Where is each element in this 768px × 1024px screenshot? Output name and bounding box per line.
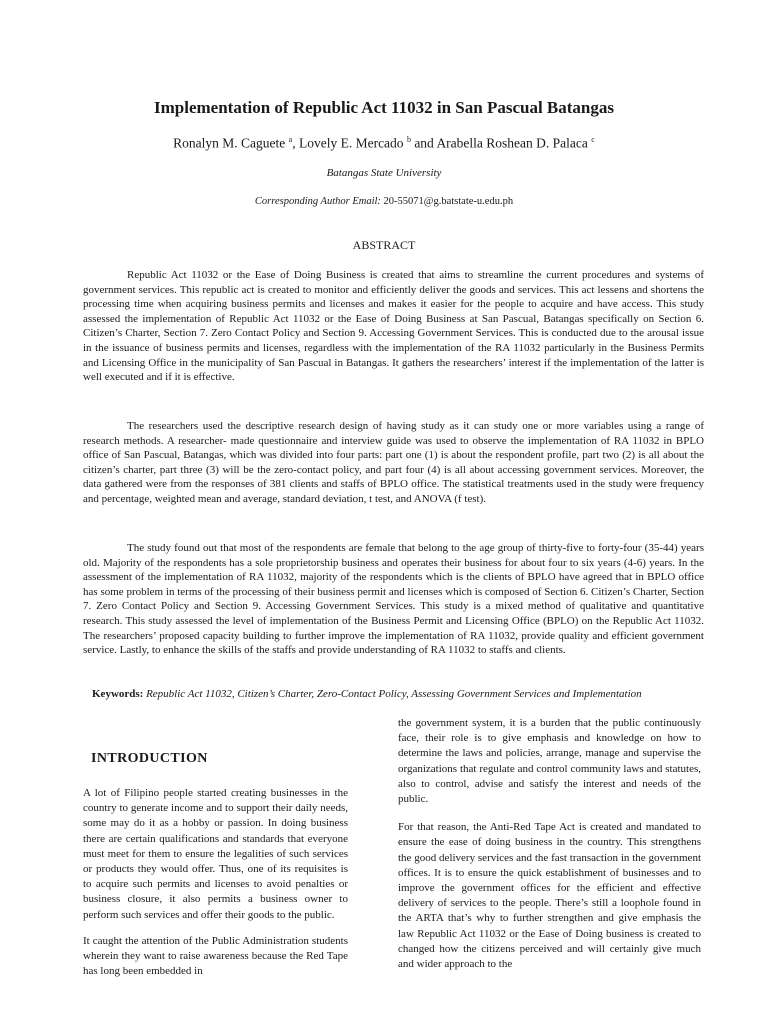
abstract-paragraph: The researchers used the descriptive research design of having study as it can study one or more variables using a range of research methods. A researcher- made questionnaire and interview guide was used to observe the implementation of RA 11032 in BPLO office of San Pascual, Batangas, which was divided into four parts: part one (1) is about the respondent profile, part two (2) is all about the citizen’s charter, part three (3) will be the zero-contact policy, and part four (4) is all about accessing government services. Moreover, the data gathered were from the responses of 381 clients and staffs of BPLO office. The statistical treatments used in the study were frequency and percentage, weighted mean and average, standard deviation, t test, and ANOVA (f test). [83, 420, 704, 505]
email-address[interactable]: 20-55071@g.batstate-u.edu.ph [383, 196, 514, 207]
author-separator: , [292, 135, 299, 151]
keywords-line [92, 687, 692, 702]
affiliation: Batangas State University [326, 167, 442, 179]
corresponding-email-line [0, 194, 768, 210]
right-column [398, 716, 701, 985]
body-paragraph: the government system, it is a burden that the public continuously face, their role is to give emphasis and knowledge on how to determine the laws and policies, arrange, manage and supervise the organizations that regulate and control community laws and statutes, also to control, advise and satisfy the interest and needs of the public. [398, 717, 701, 806]
author-list [0, 131, 768, 153]
author-affiliation-mark: a [288, 135, 293, 144]
body-paragraph: A lot of Filipino people started creating businesses in the country to generate income and to support their daily needs, some may do it as a hobby or passion. In doing business there are certain qualifications and standards that everyone must meet for them to ensure the legalities of such services or products they would offer. Thus, one of its requisites is to acquire such permits and licenses to avoid penalties or business closure, it also permits a business owner to perform such services and offer their goods to the public. [83, 787, 348, 921]
left-column [83, 750, 348, 990]
email-label: Corresponding Author Email: [254, 196, 381, 207]
author-name: Ronalyn M. Caguete [173, 135, 286, 151]
paper-title: Implementation of Republic Act 11032 in San Pascual Batangas [154, 98, 614, 117]
author-name: Lovely E. Mercado [298, 135, 404, 151]
abstract-paragraph: The study found out that most of the respondents are female that belong to the age group of thirty-five to forty-four (35-44) years old. Majority of the respondents has a sole proprietorship business and operates their business for about four to six years (4-6) years. In the assessment of the implementation of RA 11032, majority of the respondents which is the clients of BPLO have agreed that in BPLO office has some problem in terms of the processing of their business permit and licenses which is composed of Section 6. Citizen’s Charter, Section 7. Zero Contact Policy and Section 9. Accessing Government Services. This study is a mixed method of qualitative and quantitative research. This study assessed the level of implementation of the Business Permit and Licensing Office (BPLO) on the Republic Act 11032. The researchers’ proposed capacity building to further improve the implementation of RA 11032, provide quality and efficient government service. Lastly, to enhance the skills of the staffs and provide understanding of RA 11032 to staffs and clients. [83, 542, 704, 657]
section-heading-introduction: INTRODUCTION [91, 751, 208, 766]
abstract-heading: ABSTRACT [352, 238, 416, 252]
body-paragraph: For that reason, the Anti-Red Tape Act is created and mandated to ensure the ease of doing business in the country. This strengthens the good delivery services and the fast transaction in the government offices. It is to ensure the quick establishment of businesses and to improve the government offices for the efficient and effective delivery of services to the people. There’s still a loophole found in the ARTA that’s why to further strengthen and give emphasis the law Republic Act 11032 or the Ease of Doing business is created to changed how the citizens perceived and will certainly give much and wider approach to the [398, 821, 701, 971]
body-paragraph: It caught the attention of the Public Administration students wherein they want to raise awareness because the Red Tape has long been embedded in [83, 934, 348, 978]
author-name: Arabella Roshean D. Palaca [436, 135, 588, 151]
keywords-label: Keywords: [92, 688, 144, 700]
author-affiliation-mark: b [406, 135, 411, 144]
keywords-text: Republic Act 11032, Citizen’s Charter, Zero-Contact Policy, Assessing Government Services and Implementation [143, 688, 642, 700]
author-separator: and [410, 135, 437, 151]
abstract-paragraph: Republic Act 11032 or the Ease of Doing Business is created that aims to streamline the current procedures and systems of government services. This republic act is created to monitor and efficiently deliver the goods and services. This act lessens and shortens the processing time when acquiring business permits and licenses and makes it easier for the people to acquire and have access. This study assessed the implementation of Republic Act 11032 or the Ease of Doing Business at San Pascual, Batangas specifically on Section 6. Citizen’s Charter, Section 7. Zero Contact Policy and Section 9. Accessing Government Services. This is conducted due to the arousal issue in the issuance of business permits and licenses, regardless with the implementation of the RA 11032 particularly in the Business Permits and Licensing Office in the municipality of San Pascual in Batangas. It gathers the researchers’ interest if the implementation of the latter is well executed and if it is effective. [83, 269, 704, 384]
author-affiliation-mark: c [591, 135, 595, 144]
